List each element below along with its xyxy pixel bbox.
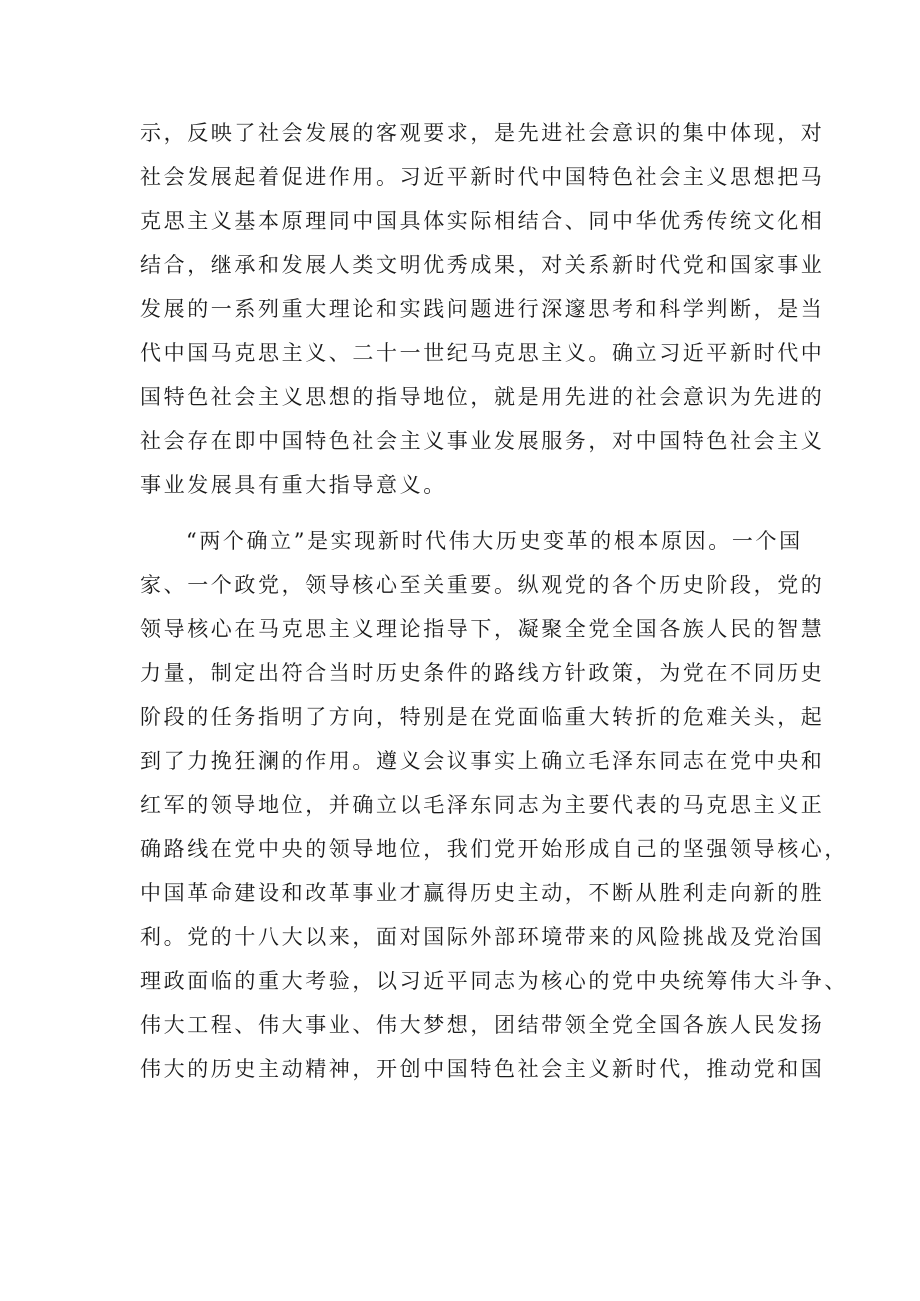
paragraph-line: 伟大工程、伟大事业、伟大梦想，团结带领全党全国各族人民发扬 <box>140 1013 825 1037</box>
paragraph-line: 社会存在即中国特色社会主义事业发展服务，对中国特色社会主义 <box>140 429 825 453</box>
paragraph-line: 利。党的十八大以来，面对国际外部环境带来的风险挑战及党治国 <box>140 925 825 949</box>
paragraph-line: 社会发展起着促进作用。习近平新时代中国特色社会主义思想把马 <box>140 165 825 189</box>
paragraph-line: 克思主义基本原理同中国具体实际相结合、同中华优秀传统文化相 <box>140 209 825 233</box>
paragraph-line: 伟大的历史主动精神，开创中国特色社会主义新时代，推动党和国 <box>140 1057 825 1081</box>
paragraph-line: 事业发展具有重大指导意义。 <box>140 473 447 497</box>
paragraph-line: 中国革命建设和改革事业才赢得历史主动，不断从胜利走向新的胜 <box>140 881 825 905</box>
paragraph-line: 示，反映了社会发展的客观要求，是先进社会意识的集中体现，对 <box>140 121 825 145</box>
paragraph-line: 确路线在党中央的领导地位，我们党开始形成自己的坚强领导核心， <box>140 837 848 861</box>
paragraph-line: 发展的一系列重大理论和实践问题进行深邃思考和科学判断，是当 <box>140 297 825 321</box>
paragraph-line: 领导核心在马克思主义理论指导下，凝聚全党全国各族人民的智慧 <box>140 617 825 641</box>
paragraph-line: 理政面临的重大考验，以习近平同志为核心的党中央统筹伟大斗争、 <box>140 969 848 993</box>
paragraph-line: 阶段的任务指明了方向，特别是在党面临重大转折的危难关头，起 <box>140 705 825 729</box>
paragraph-line: 结合，继承和发展人类文明优秀成果，对关系新时代党和国家事业 <box>140 253 825 277</box>
paragraph-line: 家、一个政党，领导核心至关重要。纵观党的各个历史阶段，党的 <box>140 573 825 597</box>
paragraph-line: 红军的领导地位，并确立以毛泽东同志为主要代表的马克思主义正 <box>140 793 825 817</box>
paragraph-line-indented: “两个确立”是实现新时代伟大历史变革的根本原因。一个国 <box>186 529 803 553</box>
paragraph-line: 国特色社会主义思想的指导地位，就是用先进的社会意识为先进的 <box>140 385 825 409</box>
paragraph-line: 代中国马克思主义、二十一世纪马克思主义。确立习近平新时代中 <box>140 341 825 365</box>
paragraph-line: 力量，制定出符合当时历史条件的路线方针政策，为党在不同历史 <box>140 661 825 685</box>
paragraph-line: 到了力挽狂澜的作用。遵义会议事实上确立毛泽东同志在党中央和 <box>140 749 825 773</box>
